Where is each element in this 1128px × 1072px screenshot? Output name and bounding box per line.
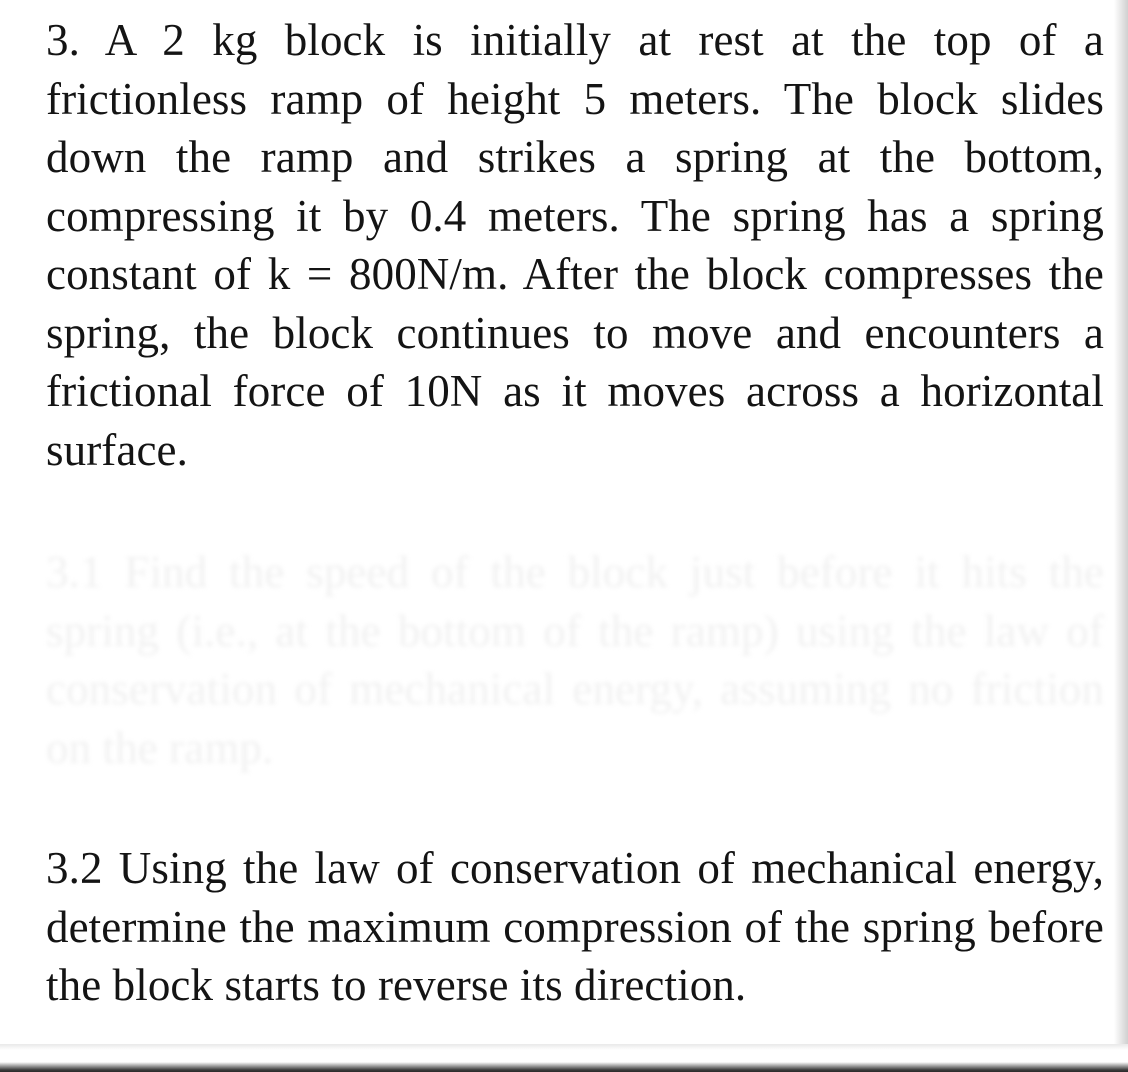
bottom-divider	[0, 1044, 1128, 1072]
page-edge-shadow	[1114, 0, 1128, 1072]
question-3-1-faded: 3.1 Find the speed of the block just before it hits the spring (i.e., at the bottom of the ramp) using the law of conservation of mechanical energy, assuming no friction on the ramp.	[46, 547, 1104, 773]
question-3-2: 3.2 Using the law of conservation of mechanical energy, determine the maximum compression of the spring before the block starts to reverse its direction.	[46, 843, 1104, 1010]
problem-statement: 3. A 2 kg block is initially at rest at the top of a frictionless ramp of height 5 meters. The block slides down the ramp and strikes a spring at the bottom, compressing it by 0.4 meters. The spring has a spring constant of k = 800N/m. After the block compresses the spring, the block continues to move and encounters a frictional force of 10N as it moves across a horizontal surface.	[46, 15, 1104, 475]
